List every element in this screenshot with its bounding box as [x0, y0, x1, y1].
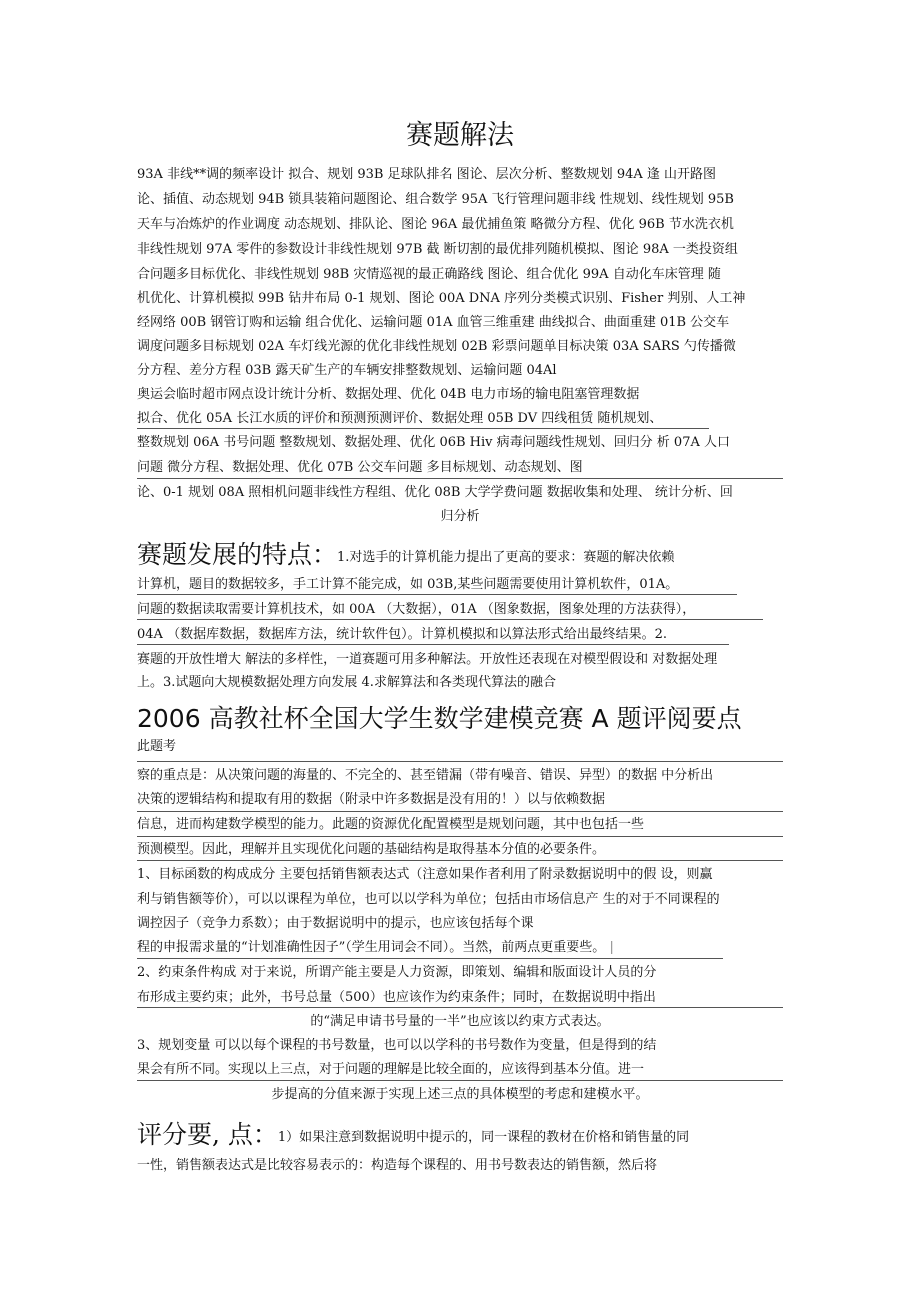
solutions-line: 拟合、优化 05A 长江水质的评价和预测预测评价、数据处理 05B DV 四线租赁 随机规划、 — [137, 411, 663, 426]
solutions-line: 机优化、计算机模拟 99B 钻井布局 0-1 规划、图论 00A DNA 序列分类模式识别、Fisher 判别、人工神 — [137, 291, 746, 306]
review-line: 布形成主要约束；此外，书号总量（500）也应该作为约束条件；同时，在数据说明中指出 — [137, 990, 656, 1005]
review-sub: 此题考 — [137, 739, 177, 754]
features-heading-line — [137, 538, 783, 572]
solutions-line: 归分析 — [440, 509, 480, 524]
review-line: 信息，进而构建数学模型的能力。此题的资源优化配置模型是规划问题，其中也包括一些 — [137, 817, 645, 832]
divider-rule — [137, 836, 783, 837]
solutions-line: 分方程、差分方程 03B 露天矿生产的车辆安排整数规划、运输问题 04Al — [137, 363, 557, 378]
underline-rule — [137, 958, 723, 959]
divider-rule — [137, 860, 783, 861]
solutions-line: 论、插值、动态规划 94B 锁具装箱问题图论、组合数学 95A 飞行管理问题非线 性规划、线性规划 95B — [137, 192, 734, 207]
scoring-heading: 评分要, 点： — [137, 1120, 278, 1149]
solutions-line: 奥运会临时超市网点设计统计分析、数据处理、优化 04B 电力市场的输电阻塞管理数据 — [137, 387, 640, 402]
divider-rule — [137, 1007, 783, 1008]
solutions-line: 天车与冶炼炉的作业调度 动态规划、排队论、图论 96A 最优捕鱼策 略微分方程、优化 96B 节水洗衣机 — [137, 217, 734, 232]
underline-rule — [137, 644, 729, 645]
review-line: 决策的逻辑结构和提取有用的数据（附录中许多数据是没有用的！）以与依赖数据 — [137, 792, 606, 807]
solutions-line: 调度问题多目标规划 02A 车灯线光源的优化非线性规划 02B 彩票问题单目标决策 03A SARS 勺传播微 — [137, 339, 736, 354]
page-title: 赛题解法 — [406, 120, 514, 151]
underline-rule — [137, 619, 763, 620]
scoring-line: 一性，销售额表达式是比较容易表示的：构造每个课程的、用书号数表达的销售额，然后将 — [137, 1158, 658, 1173]
features-heading: 赛题发展的特点： — [137, 540, 338, 569]
solutions-line: 整数规划 06A 书号问题 整数规划、数据处理、优化 06B Hiv 病毒问题线性规划、回归分 析 07A 人口 — [137, 435, 730, 450]
review-line: 3、规划变量 可以以每个课程的书号数量，也可以以学科的书号数作为变量，但是得到的结 — [137, 1038, 657, 1053]
review-line: 步提高的分值来源于实现上述三点的具体模型的考虑和建模水平。 — [271, 1087, 649, 1102]
review-line: 察的重点是：从决策问题的海量的、不完全的、甚至错漏（带有噪音、错误、异型）的数据 中分析出 — [137, 768, 714, 783]
solutions-line: 非线性规划 97A 零件的参数设计非线性规划 97B 截 断切割的最优排列随机模拟、图论 98A 一类投资组 — [137, 242, 738, 257]
features-line: 赛题的开放性增大 解法的多样性，一道赛题可用多种解法。开放性还表现在对模型假设和 对数据处理 — [137, 652, 718, 667]
underline-rule — [137, 428, 709, 429]
scoring-first-sentence: 1）如果注意到数据说明中提示的，同一课程的教材在价格和销售量的同 — [277, 1130, 690, 1145]
solutions-line: 论、0-1 规划 08A 照相机问题非线性方程组、优化 08B 大学学费问题 数据收集和处理、 统计分析、回 — [137, 485, 733, 500]
solutions-line: 合问题多目标优化、非线性规划 98B 灾情巡视的最正确路线 图论、组合优化 99A 自动化车床管理 随 — [137, 267, 721, 282]
review-line: 果会有所不同。实现以上三点，对于问题的理解是比较全面的，应该得到基本分值。进一 — [137, 1062, 645, 1077]
review-line — [137, 939, 783, 957]
divider-rule — [137, 811, 783, 812]
features-line: 上。3.试题向大规模数据处理方向发展 4.求解算法和各类现代算法的融合 — [137, 675, 556, 690]
review-line: 1、目标函数的构成成分 主要包括销售额表达式（注意如果作者利用了附录数据说明中的假 设，则赢 — [137, 867, 713, 882]
solutions-line: 93A 非线**调的频率设计 拟合、规划 93B 足球队排名 图论、层次分析、整数规划 94A 逢 山开路图 — [137, 167, 717, 182]
review-line: 2、约束条件构成 对于来说，所谓产能主要是人力资源，即策划、编辑和版面设计人员的分 — [137, 965, 657, 980]
review-heading: 2006 高教社杯全国大学生数学建模竞赛 A 题评阅要点 — [137, 704, 742, 733]
features-line: 04A （数据库数据，数据库方法，统计软件包）。计算机模拟和以算法形式给出最终结果。2. — [137, 627, 667, 642]
review-line: 利与销售额等价），可以以课程为单位，也可以以学科为单位；包括由市场信息产 生的对于不同课程的 — [137, 892, 720, 907]
divider-rule — [137, 478, 783, 479]
review-line: 预测模型。因此，理解并且实现优化问题的基础结构是取得基本分值的必要条件。 — [137, 842, 606, 857]
scoring-heading-line — [137, 1118, 783, 1152]
stray-mark: | — [609, 940, 614, 955]
review-line: 调控因子（竞争力系数）；由于数据说明中的提示，也应该包括每个课 — [137, 916, 534, 931]
solutions-line: 经网络 00B 钢管订购和运输 组合优化、运输问题 01A 血管三维重建 曲线拟合、曲面重建 01B 公交车 — [137, 315, 730, 330]
solutions-line: 问题 微分方程、数据处理、优化 07B 公交车问题 多目标规划、动态规划、图 — [137, 460, 583, 475]
review-line: 的“满足申请书号量的一半”也应该以约束方式表达。 — [310, 1014, 610, 1029]
review-line-text: 程的申报需求量的“计划准确性因子”（学生用词会不同）。当然，前两点更重要些。 — [137, 940, 606, 955]
features-line: 问题的数据读取需要计算机技术，如 00A （大数据），01A （图象数据，图象处理的方法获得）， — [137, 602, 696, 617]
divider-rule — [137, 761, 783, 762]
features-line: 计算机，题目的数据较多，手工计算不能完成，如 03B,某些问题需要使用计算机软件，01A。 — [137, 577, 679, 592]
underline-rule — [137, 594, 737, 595]
divider-rule — [137, 1080, 783, 1081]
features-first-sentence: 1.对选手的计算机能力提出了更高的要求：赛题的解决依赖 — [337, 550, 675, 565]
